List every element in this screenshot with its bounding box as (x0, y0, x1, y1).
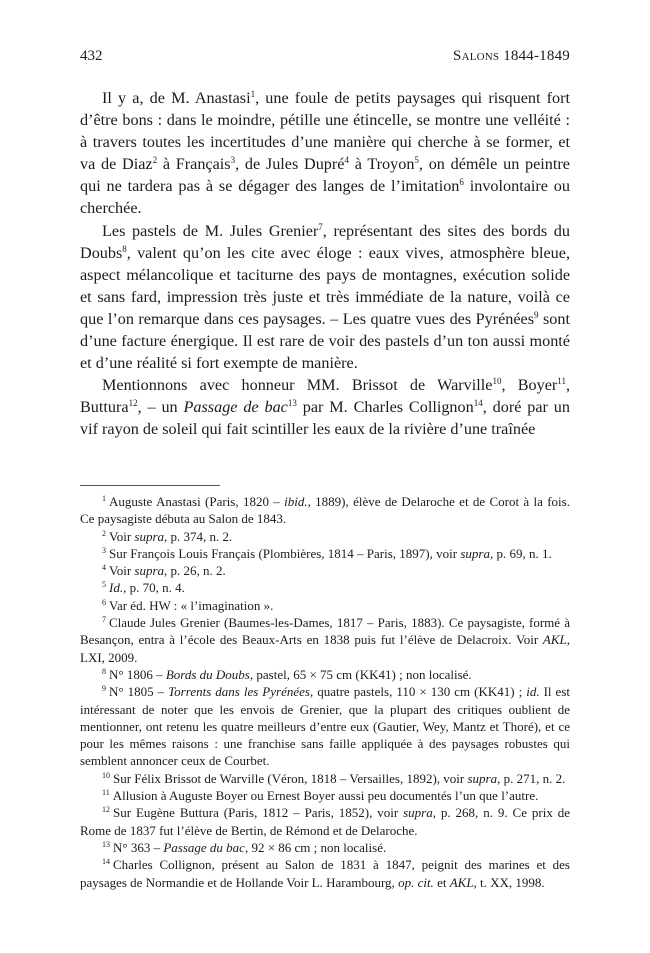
text-span: sont d’une facture énergique. Il est rare de voir des pastels d’un ton aussi monté et d’une réalité si fort exempte de manière. (80, 309, 570, 373)
footnote-ref[interactable]: 14 (473, 398, 483, 409)
footnote-ref[interactable]: 2 (152, 155, 158, 166)
paragraph-1 (80, 87, 570, 220)
italic-span: Bords du Doubs (165, 666, 250, 682)
text-span: N° 1806 – (109, 666, 166, 682)
footnote-9 (80, 683, 570, 769)
text-span: , p. 271, n. 2. (497, 770, 566, 786)
text-span: N° 363 – (113, 839, 164, 855)
footnote-number: 10 (102, 770, 110, 780)
footnote-ref[interactable]: 10 (492, 376, 502, 387)
text-span: à Français (157, 155, 231, 174)
footnote-4 (80, 562, 570, 579)
page-header (80, 45, 570, 67)
text-span: Allusion à Auguste Boyer ou Ernest Boyer aussi peu documentés l’un que l’autre. (112, 788, 539, 804)
footnote-ref[interactable]: 3 (230, 155, 236, 166)
text-span: , représentant des sites des bords du Doubs (80, 221, 570, 262)
text-span: Charles Collignon, présent au Salon de 1831 à 1847, peignit des marines et des paysages de Normandie et de Hollande Voir L. Harambourg, (80, 857, 570, 890)
paragraph-2 (80, 220, 570, 375)
footnote-number: 12 (102, 805, 110, 815)
text-span: Var éd. HW : « l’imagination ». (109, 597, 274, 613)
text-span: Voir (109, 528, 135, 544)
text-span: Voir (109, 563, 135, 579)
text-span: , on démêle un peintre qui ne tardera pas à se dégager des langes de l’imitation (80, 155, 570, 196)
footnote-number: 13 (102, 839, 110, 849)
footnotes (80, 493, 570, 891)
italic-span: supra (134, 528, 165, 544)
italic-span: supra (134, 563, 165, 579)
text-span: , 1889), élève de Delaroche et de Corot à la fois. Ce paysagiste débuta au Salon de 1843. (80, 494, 570, 527)
text-span: , quatre pastels, 110 × 130 cm (KK41) ; (309, 684, 527, 700)
text-span: et (433, 874, 450, 890)
italic-span: Torrents dans les Pyrénées (168, 684, 310, 700)
text-span: Sur Félix Brissot de Warville (Véron, 1818 – Versailles, 1892), voir (113, 770, 468, 786)
text-span: , – un (137, 398, 184, 417)
paragraph-3 (80, 374, 570, 440)
footnote-number: 6 (102, 597, 106, 607)
footnote-ref[interactable]: 9 (534, 309, 539, 320)
footnote-8 (80, 666, 570, 683)
footnote-ref[interactable]: 11 (557, 376, 566, 387)
text-span: , Boyer (501, 376, 558, 395)
footnote-10 (80, 770, 570, 787)
text-span: , pastel, 65 × 75 cm (KK41) ; non localisé. (249, 666, 472, 682)
footnote-11 (80, 787, 570, 804)
footnote-13 (80, 839, 570, 856)
footnote-3 (80, 545, 570, 562)
text-span: , 92 × 86 cm ; non localisé. (244, 839, 387, 855)
text-span: Il est intéressant de noter que les envois de Grenier, que la plupart des critiques oublient de mentionner, ont retenu les quatre meilleurs d’entre eux (Gautier, Wey, Mantz et Thoré), et ce pour les mêmes raisons : une franchise sans faille appliquée à des paysages robustes qui semblent annoncer ceux de Courbet. (80, 684, 570, 769)
italic-span: op. cit. (398, 874, 434, 890)
footnote-ref[interactable]: 8 (122, 243, 127, 254)
text-span: , p. 26, n. 2. (164, 563, 226, 579)
footnote-ref[interactable]: 6 (459, 177, 464, 188)
text-span: , valent qu’on les cite avec éloge : eaux vives, atmosphère bleue, aspect mélancolique et taciturne des pays de montagnes, exécution solide et sans fard, impression très juste et très immédiate de la nature, voilà ce que l’on remarque dans ces paysages. – Les quatre vues des Pyrénées (80, 243, 570, 328)
page-number: 432 (80, 48, 103, 64)
footnote-ref[interactable]: 7 (318, 221, 323, 232)
text-span: , p. 70, n. 4. (123, 580, 185, 596)
footnote-number: 5 (102, 580, 106, 590)
italic-span: AKL (542, 632, 567, 648)
footnote-ref[interactable]: 1 (250, 89, 256, 99)
text-span: , LXI, 2009. (80, 632, 570, 665)
text-span: Sur Eugène Buttura (Paris, 1812 – Paris, 1852), voir (113, 805, 404, 821)
footnote-number: 1 (102, 494, 106, 503)
italic-span: ibid. (284, 494, 308, 509)
footnote-14 (80, 856, 570, 891)
italic-span: supra (403, 805, 433, 821)
italic-span: id. (526, 684, 540, 700)
footnote-number: 8 (102, 666, 106, 676)
footnote-7 (80, 614, 570, 666)
italic-span: supra (467, 770, 498, 786)
text-span: Auguste Anastasi (Paris, 1820 – (109, 494, 285, 509)
footnote-number: 14 (102, 857, 110, 867)
footnote-5 (80, 579, 570, 596)
italic-span: AKL (449, 874, 474, 890)
main-text (80, 87, 570, 441)
footnote-1 (80, 493, 570, 528)
text-span: , p. 374, n. 2. (164, 528, 233, 544)
footnote-number: 11 (102, 788, 110, 798)
footnote-number: 4 (102, 563, 106, 573)
text-span: Mentionnons avec honneur MM. Brissot de Warville (102, 376, 493, 395)
footnote-ref[interactable]: 4 (344, 155, 349, 166)
text-span: involontaire ou cherchée. (80, 177, 570, 218)
text-span: à Troyon (348, 155, 415, 174)
footnote-ref[interactable]: 13 (287, 398, 297, 409)
italic-span: Passage du bac (163, 839, 245, 855)
text-span: Il y a, de M. Anastasi (102, 89, 251, 107)
text-span: , une foule de petits paysages qui risquent fort d’être bons : dans le moindre, pétille une étincelle, se montre une velléité : à travers toutes les incertitudes d’une manière qui cherche à se former, et va de Diaz (80, 89, 570, 174)
text-span: Les pastels de M. Jules Grenier (102, 221, 319, 240)
footnote-2 (80, 528, 570, 545)
text-span: N° 1805 – (109, 684, 169, 700)
italic-span: Id. (109, 580, 124, 596)
footnote-number: 7 (102, 615, 106, 625)
footnote-number: 2 (102, 528, 106, 538)
footnote-divider (80, 485, 220, 486)
text-span: Claude Jules Grenier (Baumes-les-Dames, 1817 – Paris, 1883). Ce paysagiste, formé à Besançon, entra à l’école des Beaux-Arts en 1838 puis fut l’élève de Delacroix. Voir (80, 615, 570, 648)
text-span: , p. 268, n. 9. Ce prix de Rome de 1837 fut l’élève de Bertin, de Rémond et de Delaroche. (80, 805, 570, 838)
footnote-6 (80, 597, 570, 614)
text-span: , doré par un vif rayon de soleil qui fait scintiller les eaux de la rivière d’une traînée (80, 398, 570, 439)
footnote-ref[interactable]: 12 (128, 398, 138, 409)
footnote-ref[interactable]: 5 (414, 155, 419, 166)
text-span: , p. 69, n. 1. (489, 545, 552, 561)
text-span: par M. Charles Collignon (296, 398, 474, 417)
italic-span: supra (460, 545, 490, 561)
artwork-title: Passage de bac (183, 398, 288, 417)
text-span: , Buttura (80, 376, 570, 417)
text-span: , de Jules Dupré (235, 155, 345, 174)
footnote-number: 9 (102, 684, 106, 694)
running-head: Salons 1844-1849 (453, 48, 570, 64)
footnote-number: 3 (102, 545, 106, 555)
text-span: , t. XX, 1998. (473, 874, 545, 890)
footnote-12 (80, 804, 570, 839)
text-span: Sur François Louis Français (Plombières, 1814 – Paris, 1897), voir (109, 545, 461, 561)
